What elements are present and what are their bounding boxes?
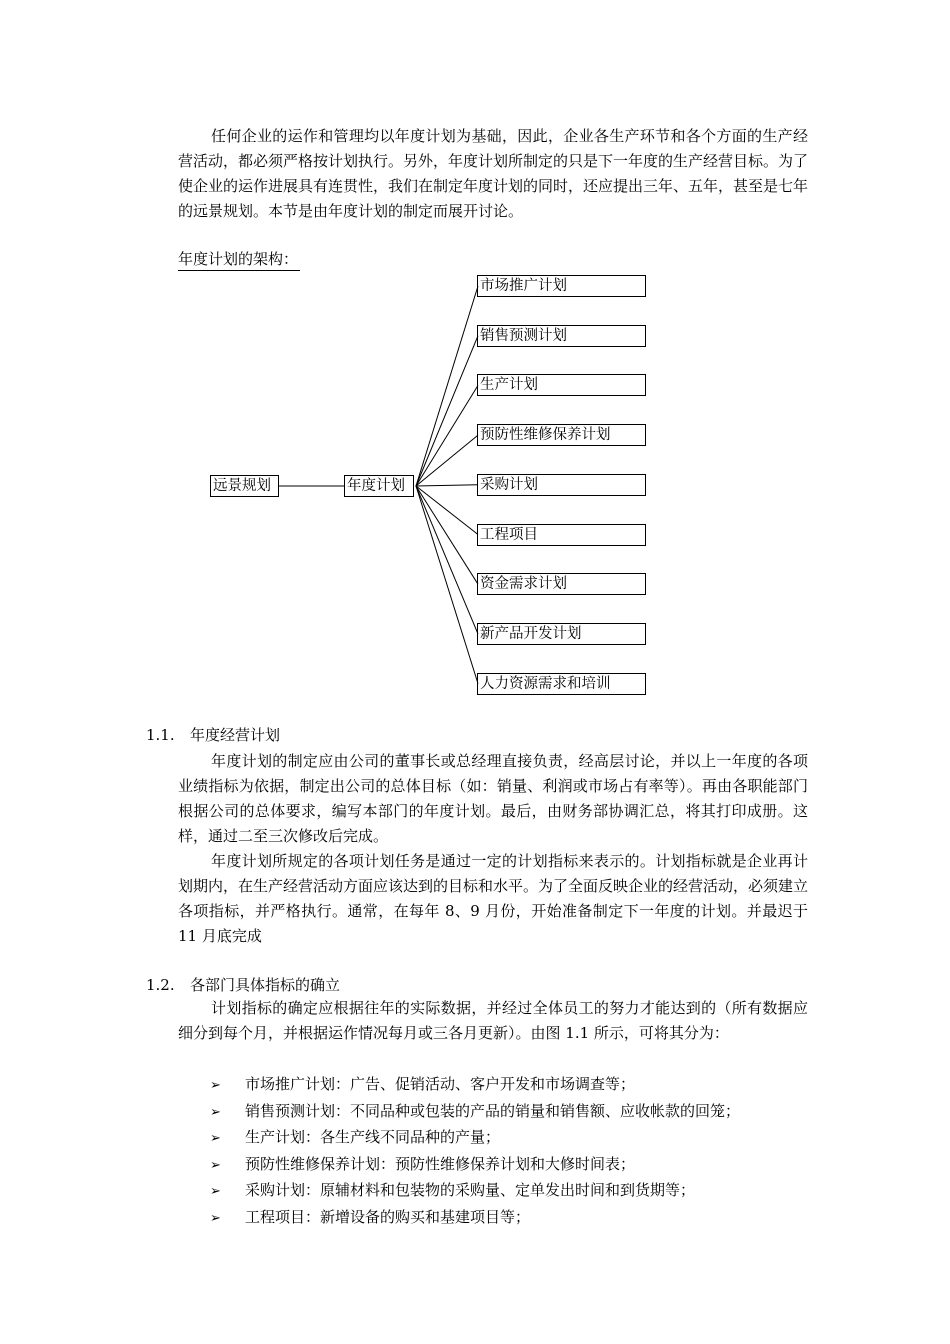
list-item: ➢ 工程项目：新增设备的购买和基建项目等；: [210, 1205, 740, 1232]
connector-branch: [416, 435, 478, 486]
box-branch: 生产计划: [477, 374, 646, 396]
arrow-bullet-icon: ➢: [210, 1157, 221, 1173]
intro-paragraph: 任何企业的运作和管理均以年度计划为基础，因此，企业各生产环节和各个方面的生产经营活动，都必须严格按计划执行。另外，年度计划所制定的只是下一年度的生产经营目标。为了使企业的运作进展具有连贯性，我们在制定年度计划的同时，还应提出三年、五年，甚至是七年的远景规划。本节是由年度计划的制定而展开讨论。: [178, 127, 809, 220]
list-item: ➢ 生产计划：各生产线不同品种的产量；: [210, 1125, 740, 1152]
section1-paragraph-2: 年度计划所规定的各项计划任务是通过一定的计划指标来表示的。计划指标就是企业再计划期内，在生产经营活动方面应该达到的目标和水平。为了全面反映企业的经营活动，必须建立各项指标，并严格执行。通常，在每年 8、9 月份，开始准备制定下一年度的计划。并最迟于 11 月底完成: [178, 852, 809, 945]
box-branch: 资金需求计划: [477, 573, 646, 595]
section1-heading: [146, 724, 280, 746]
connector-branch: [416, 486, 478, 584]
box-branch: 销售预测计划: [477, 325, 646, 347]
box-branch: 预防性维修保养计划: [477, 424, 646, 446]
arrow-bullet-icon: ➢: [210, 1210, 221, 1226]
connector-branch: [416, 486, 478, 684]
box-branch: 采购计划: [477, 474, 646, 496]
connector-branch: [416, 336, 478, 486]
arrow-bullet-icon: ➢: [210, 1184, 221, 1199]
connector-branch: [416, 385, 478, 486]
section1-number: 1.1.: [146, 726, 175, 744]
arrow-bullet-icon: ➢: [210, 1131, 221, 1146]
box-root: 远景规划: [210, 475, 279, 497]
box-branch: 工程项目: [477, 524, 646, 546]
bullet-list: [210, 1072, 740, 1231]
box-branch: 市场推广计划: [477, 275, 646, 297]
section2-paragraph: 计划指标的确定应根据往年的实际数据，并经过全体员工的努力才能达到的（所有数据应细分到每个月，并根据运作情况每月或三各月更新）。由图 1.1 所示，可将其分为：: [178, 999, 808, 1042]
branch-connectors: [416, 286, 478, 684]
list-item: ➢ 采购计划：原辅材料和包装物的采购量、定单发出时间和到货期等；: [210, 1178, 740, 1205]
arrow-bullet-icon: ➢: [210, 1104, 221, 1120]
diagram-title: 年度计划的架构：: [178, 248, 300, 271]
section2-heading: [146, 974, 340, 996]
box-branch: 新产品开发计划: [477, 623, 646, 645]
section1-title: 年度经营计划: [190, 726, 281, 744]
list-item: ➢ 销售预测计划：不同品种或包装的产品的销量和销售额、应收帐款的回笼；: [210, 1099, 740, 1126]
connector-branch: [416, 486, 478, 535]
connector-branch: [416, 485, 478, 486]
section1-paragraph-1: 年度计划的制定应由公司的董事长或总经理直接负责，经高层讨论，并以上一年度的各项业绩指标为依据，制定出公司的总体目标（如：销量、利润或市场占有率等）。再由各职能部门根据公司的总体要求，编写本部门的年度计划。最后，由财务部协调汇总，将其打印成册。这样，通过二至三次修改后完成。: [178, 752, 808, 845]
box-branch: 人力资源需求和培训: [477, 673, 646, 695]
section2-number: 1.2.: [146, 976, 175, 994]
connector-branch: [416, 486, 478, 634]
section2-title: 各部门具体指标的确立: [190, 976, 341, 994]
connector-branch: [416, 286, 478, 486]
list-item: ➢ 市场推广计划：广告、促销活动、客户开发和市场调查等；: [210, 1072, 740, 1099]
list-item: ➢ 预防性维修保养计划：预防性维修保养计划和大修时间表；: [210, 1152, 740, 1179]
box-middle: 年度计划: [344, 475, 414, 497]
arrow-bullet-icon: ➢: [210, 1078, 221, 1093]
